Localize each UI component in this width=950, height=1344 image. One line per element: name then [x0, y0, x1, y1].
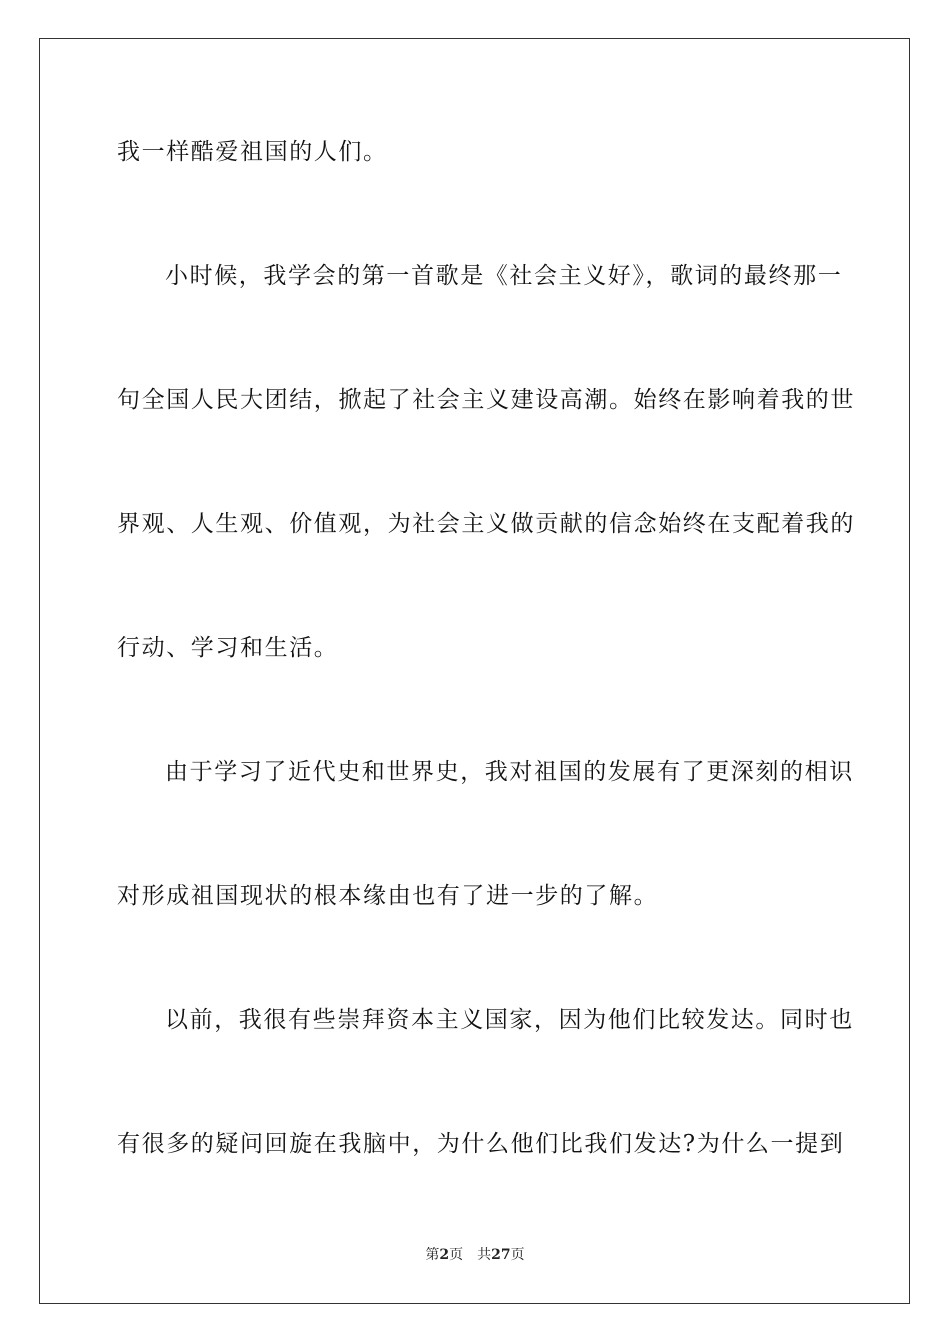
- page-prefix: 第: [425, 1247, 440, 1263]
- page-suffix: 页: [449, 1247, 464, 1263]
- paragraph-first-line: 小时候，我学会的第一首歌是《社会主义好》，歌词的最终那一: [165, 263, 843, 289]
- total-pages: 27: [491, 1247, 511, 1263]
- text-line: 界观、人生观、价值观，为社会主义做贡献的信念始终在支配着我的: [117, 511, 855, 537]
- text-line: 对形成祖国现状的根本缘由也有了进一步的了解。: [117, 883, 659, 909]
- total-suffix: 页: [510, 1247, 525, 1263]
- text-line: 句全国人民大团结，掀起了社会主义建设高潮。始终在影响着我的世: [117, 387, 855, 413]
- paragraph-first-line: 由于学习了近代史和世界史，我对祖国的发展有了更深刻的相识: [165, 759, 854, 785]
- total-prefix: 共: [477, 1247, 492, 1263]
- paragraph-first-line: 以前，我很有些崇拜资本主义国家，因为他们比较发达。同时也: [165, 1007, 854, 1033]
- text-line: 行动、学习和生活。: [117, 635, 339, 661]
- text-line: 我一样酷爱祖国的人们。: [117, 139, 388, 165]
- text-line: 有很多的疑问回旋在我脑中，为什么他们比我们发达?为什么一提到: [117, 1131, 845, 1157]
- page-number: 2: [439, 1247, 450, 1263]
- page-footer: [0, 1246, 950, 1264]
- page-border: [39, 38, 910, 1304]
